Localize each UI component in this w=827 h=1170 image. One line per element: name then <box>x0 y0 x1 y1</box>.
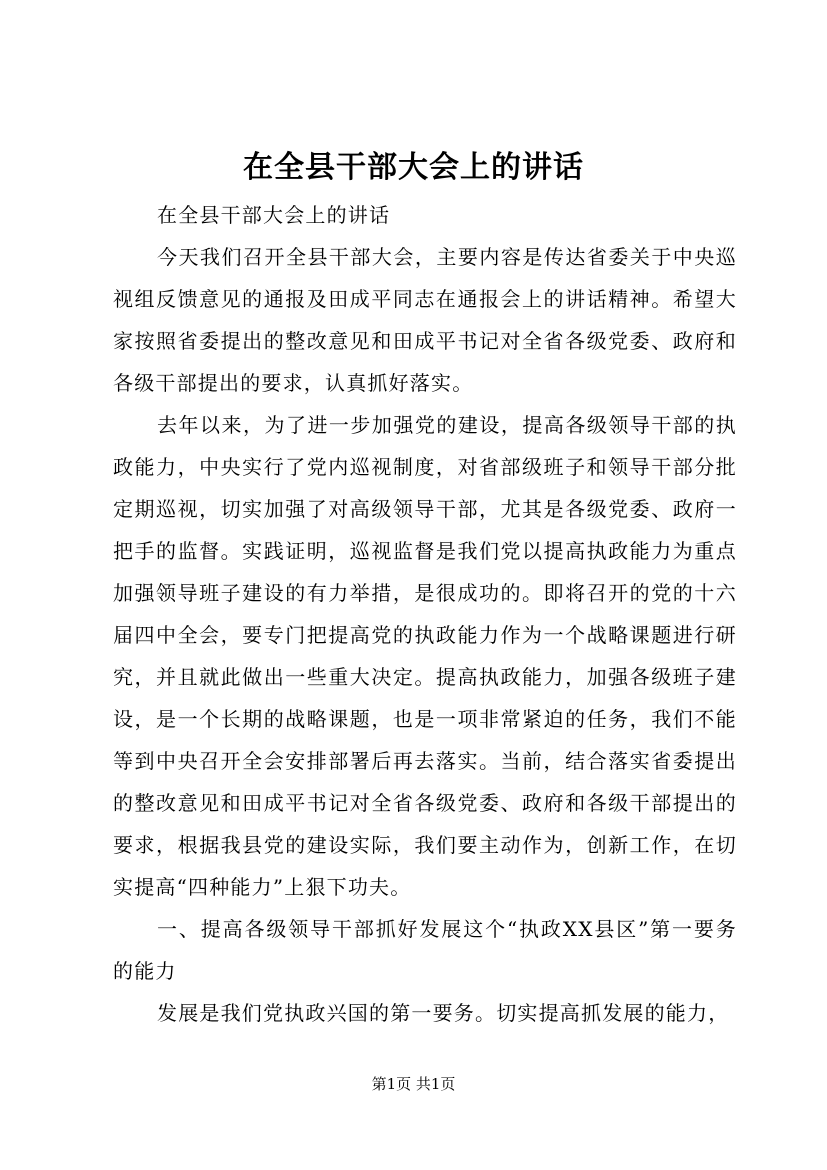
document-title: 在全县干部大会上的讲话 <box>243 150 584 185</box>
paragraph-background: 去年以来，为了进一步加强党的建设，提高各级领导干部的执政能力，中央实行了党内巡视制度，对省部级班子和领导干部分批定期巡视，切实加强了对高级领导干部，尤其是各级党委、政府一把手的监督。实践证明，巡视监督是我们党以提高执政能力为重点加强领导班子建设的有力举措，是很成功的。即将召开的党的十六届四中全会，要专门把提高党的执政能力作为一个战略课题进行研究，并且就此做出一些重大决定。提高执政能力，加强各级班子建设，是一个长期的战略课题，也是一项非常紧迫的任务，我们不能等到中央召开全会安排部署后再去落实。当前，结合落实省委提出的整改意见和田成平书记对全省各级党委、政府和各级干部提出的要求，根据我县党的建设实际，我们要主动作为，创新工作，在切实提高“四种能力”上狠下功夫。 <box>113 413 737 899</box>
section-heading-one: 一、提高各级领导干部抓好发展这个“执政XX县区”第一要务的能力 <box>113 917 737 983</box>
document-body <box>113 194 737 1034</box>
paragraph-development: 发展是我们党执政兴国的第一要务。切实提高抓发展的能力， <box>157 1001 730 1025</box>
paragraph-subtitle: 在全县干部大会上的讲话 <box>157 203 391 227</box>
page-footer: 第1页 共1页 <box>371 1075 456 1093</box>
paragraph-intro: 今天我们召开全县干部大会，主要内容是传达省委关于中央巡视组反馈意见的通报及田成平同志在通报会上的讲话精神。希望大家按照省委提出的整改意见和田成平书记对全省各级党委、政府和各级干部提出的要求，认真抓好落实。 <box>113 245 737 395</box>
